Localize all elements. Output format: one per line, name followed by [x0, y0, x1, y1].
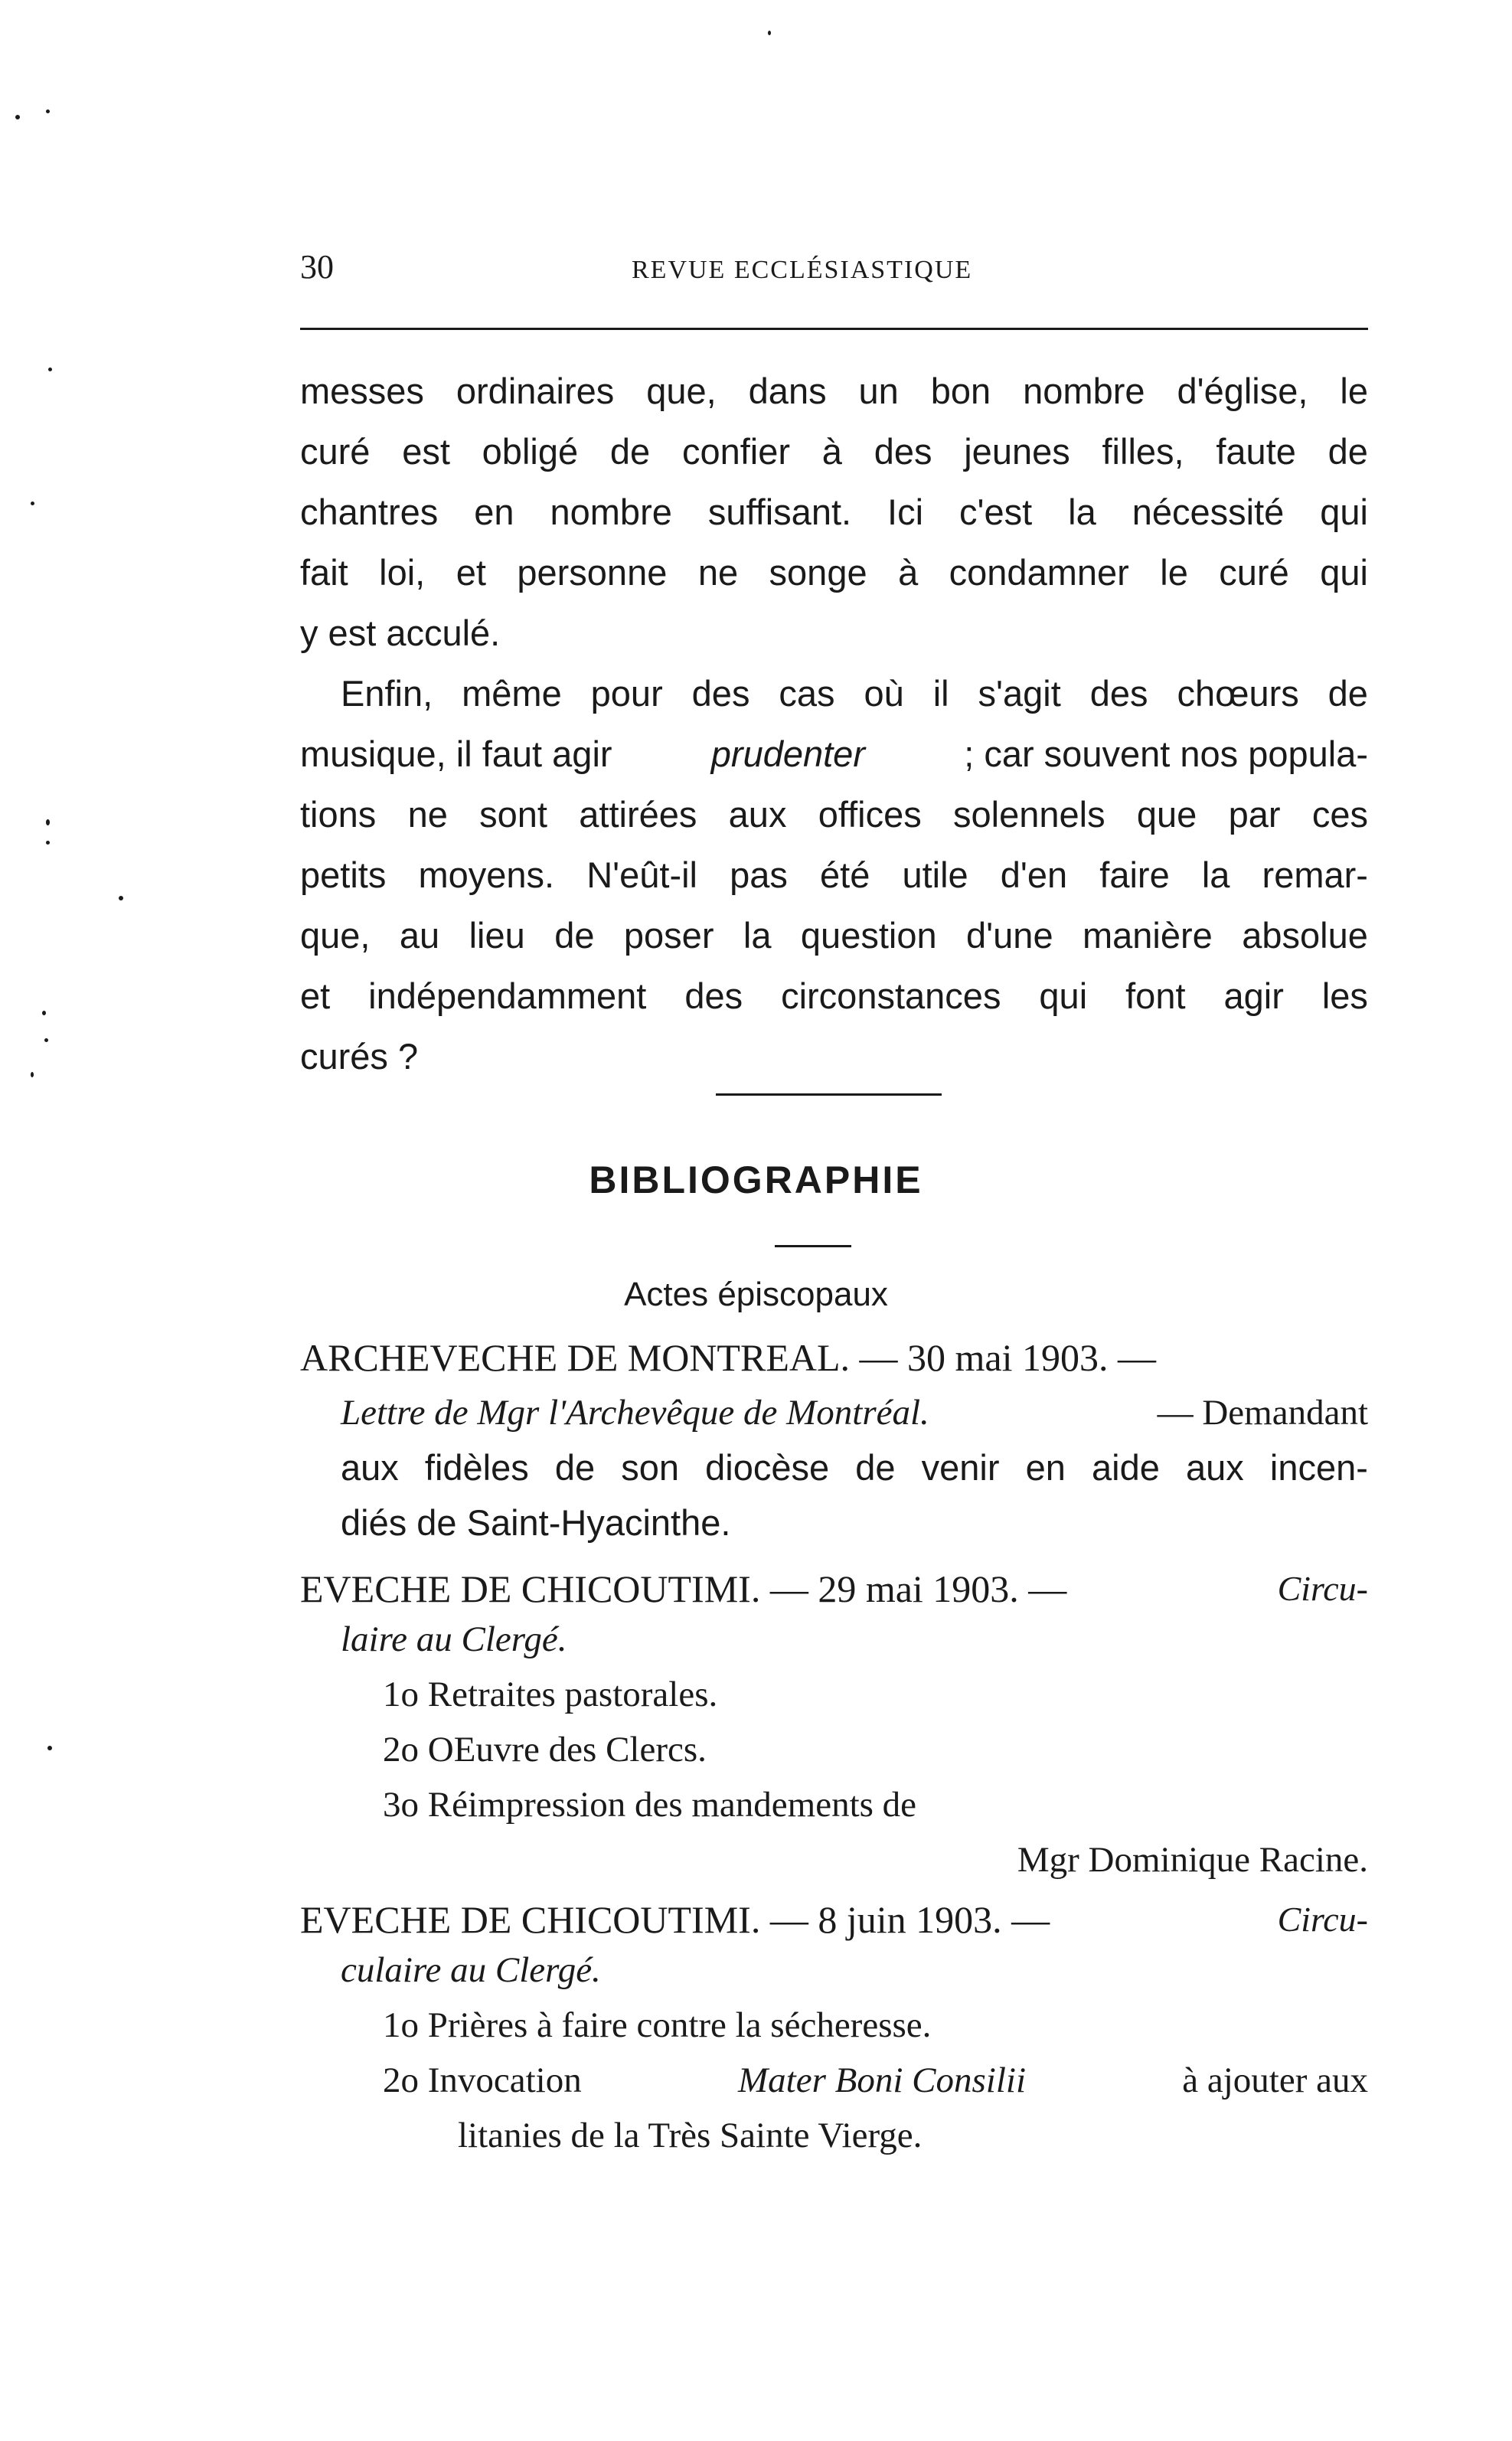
entry-heading — [300, 1565, 1368, 1613]
word: indépendamment — [368, 975, 647, 1016]
section-subtitle: Actes épiscopaux — [624, 1276, 888, 1313]
body-text: ; car souvent nos popula- — [964, 734, 1368, 774]
word: lieu — [469, 915, 525, 956]
word: et — [456, 552, 486, 593]
body-line — [300, 428, 1368, 475]
body-line — [300, 851, 1368, 899]
word: s'agit — [978, 673, 1061, 714]
word: au — [399, 915, 440, 956]
entry-line: culaire au Clergé. — [341, 1950, 601, 1990]
word: que — [1136, 794, 1197, 835]
word: en — [1025, 1447, 1066, 1488]
word: loi, — [379, 552, 426, 593]
list-item-continuation: litanies de la Très Sainte Vierge. — [458, 2116, 923, 2155]
word: où — [864, 673, 904, 714]
word: personne — [517, 552, 668, 593]
word: que, — [300, 915, 371, 956]
word: qui — [1039, 975, 1088, 1016]
word: et — [300, 975, 331, 1016]
word: font — [1125, 975, 1186, 1016]
word: offices — [818, 794, 922, 835]
word: bon — [930, 371, 991, 411]
list-item: 3o Réimpression des mandements de — [383, 1785, 917, 1825]
letter-title: Lettre de Mgr l'Archevêque de Montréal. — [341, 1393, 929, 1433]
word: N'eût-il — [586, 855, 697, 895]
word: son — [621, 1447, 680, 1488]
section-separator — [716, 1093, 942, 1096]
entry-heading — [300, 1896, 1368, 1943]
word: qui — [1320, 492, 1368, 532]
word: Enfin, — [341, 673, 433, 714]
entry-line: laire au Clergé. — [341, 1619, 567, 1659]
word: de — [1327, 431, 1368, 472]
word: est — [402, 431, 450, 472]
word: question — [800, 915, 937, 956]
word: le — [1160, 552, 1188, 593]
list-item — [383, 2057, 1368, 2104]
word: fidèles — [424, 1447, 529, 1488]
word: filles, — [1102, 431, 1184, 472]
body-line — [341, 670, 1368, 717]
word: le — [1340, 371, 1368, 411]
word: des — [691, 673, 750, 714]
running-title: REVUE ECCLÉSIASTIQUE — [632, 256, 973, 284]
word: aux — [1185, 1447, 1244, 1488]
word: chantres — [300, 492, 439, 532]
word: agir — [1223, 975, 1284, 1016]
word: venir — [921, 1447, 1000, 1488]
margin-speck — [46, 841, 50, 845]
word: nécessité — [1132, 492, 1285, 532]
page-number: 30 — [300, 248, 334, 286]
word: remar- — [1262, 855, 1368, 895]
body-text: musique, il faut agir — [300, 734, 612, 774]
margin-speck — [46, 109, 50, 113]
word: la — [743, 915, 772, 956]
word: tions — [300, 794, 377, 835]
word: Ici — [887, 492, 924, 532]
word: même — [462, 673, 562, 714]
body-line — [300, 549, 1368, 596]
body-line — [300, 912, 1368, 959]
word: absolue — [1242, 915, 1368, 956]
entry-line: diés de Saint-Hyacinthe. — [341, 1502, 731, 1543]
list-item: 2o OEuvre des Clercs. — [383, 1730, 707, 1769]
word: poser — [623, 915, 714, 956]
margin-speck — [31, 1072, 34, 1077]
entry-heading: ARCHEVECHE DE MONTREAL. — 30 mai 1903. — — [300, 1336, 1156, 1379]
margin-speck — [15, 115, 20, 119]
word: la — [1068, 492, 1096, 532]
list-item-text: 2o Invocation — [383, 2060, 582, 2100]
word: aide — [1092, 1447, 1160, 1488]
word: la — [1201, 855, 1230, 895]
word: songe — [769, 552, 867, 593]
word: aux — [341, 1447, 399, 1488]
word: un — [858, 371, 899, 411]
margin-speck — [47, 1746, 52, 1750]
word: jeunes — [964, 431, 1070, 472]
entry-line — [341, 1389, 1368, 1436]
word: chœurs — [1177, 673, 1299, 714]
word: confier — [681, 431, 791, 472]
word: c'est — [959, 492, 1033, 532]
word: de — [855, 1447, 896, 1488]
word: nombre — [1023, 371, 1145, 411]
word: de — [554, 915, 595, 956]
section-title: BIBLIOGRAPHIE — [589, 1158, 923, 1201]
word: faire — [1099, 855, 1170, 895]
list-item: 1o Retraites pastorales. — [383, 1675, 718, 1714]
margin-speck — [31, 502, 34, 505]
body-line — [300, 368, 1368, 415]
body-line: curés ? — [300, 1036, 419, 1077]
word: attirées — [579, 794, 697, 835]
word: dans — [748, 371, 827, 411]
entry-line — [341, 1444, 1368, 1492]
word: par — [1228, 794, 1281, 835]
word: petits — [300, 855, 387, 895]
word: diocèse — [705, 1447, 830, 1488]
list-item-continuation: Mgr Dominique Racine. — [1017, 1840, 1368, 1880]
word: pour — [590, 673, 663, 714]
word: incen- — [1269, 1447, 1368, 1488]
word: ne — [697, 552, 739, 593]
word: ordinaires — [456, 371, 615, 411]
word: obligé — [482, 431, 579, 472]
word: circonstances — [781, 975, 1001, 1016]
word: été — [820, 855, 870, 895]
latin-term: prudenter — [710, 734, 865, 774]
word: condamner — [949, 552, 1129, 593]
word: fait — [300, 552, 348, 593]
word: ne — [407, 794, 448, 835]
margin-speck — [119, 896, 123, 900]
word: aux — [728, 794, 787, 835]
word: à — [898, 552, 919, 593]
body-line — [300, 489, 1368, 536]
word: nombre — [550, 492, 672, 532]
word: pas — [730, 855, 788, 895]
word: des — [874, 431, 932, 472]
entry-text: — Demandant — [1157, 1393, 1368, 1433]
header-rule — [300, 328, 1368, 330]
word: suffisant. — [707, 492, 852, 532]
word: d'église, — [1177, 371, 1308, 411]
word: sont — [479, 794, 547, 835]
word: moyens. — [418, 855, 555, 895]
body-line — [300, 791, 1368, 838]
word: de — [554, 1447, 596, 1488]
word: que, — [646, 371, 717, 411]
word: faute — [1216, 431, 1296, 472]
word: il — [932, 673, 949, 714]
word: les — [1321, 975, 1368, 1016]
word: qui — [1320, 552, 1368, 593]
word: de — [609, 431, 651, 472]
word: des — [1089, 673, 1148, 714]
word: curé — [300, 431, 371, 472]
margin-speck — [768, 31, 771, 35]
margin-speck — [42, 1011, 46, 1015]
latin-term: Mater Boni Consilii — [738, 2060, 1027, 2100]
margin-speck — [48, 368, 52, 371]
word: utile — [902, 855, 968, 895]
word: d'en — [1000, 855, 1068, 895]
entry-heading-italic: Circu- — [1277, 1569, 1368, 1608]
word: curé — [1219, 552, 1289, 593]
word: à — [821, 431, 842, 472]
entry-heading-text: EVECHE DE CHICOUTIMI. — 8 juin 1903. — — [300, 1898, 1050, 1941]
body-line — [300, 972, 1368, 1020]
word: cas — [779, 673, 835, 714]
word: messes — [300, 371, 424, 411]
body-line: y est acculé. — [300, 613, 501, 653]
list-item: 1o Prières à faire contre la sécheresse. — [383, 2005, 932, 2045]
body-line — [300, 730, 1368, 778]
word: manière — [1083, 915, 1213, 956]
word: ces — [1311, 794, 1368, 835]
word: en — [474, 492, 514, 532]
word: d'une — [966, 915, 1053, 956]
word: des — [684, 975, 743, 1016]
margin-speck — [46, 819, 50, 825]
word: solennels — [953, 794, 1105, 835]
entry-heading-text: EVECHE DE CHICOUTIMI. — 29 mai 1903. — — [300, 1567, 1067, 1610]
margin-speck — [44, 1038, 48, 1042]
entry-heading-italic: Circu- — [1277, 1900, 1368, 1939]
title-underline — [775, 1245, 851, 1247]
list-item-text: à ajouter aux — [1182, 2060, 1368, 2100]
word: de — [1327, 673, 1368, 714]
